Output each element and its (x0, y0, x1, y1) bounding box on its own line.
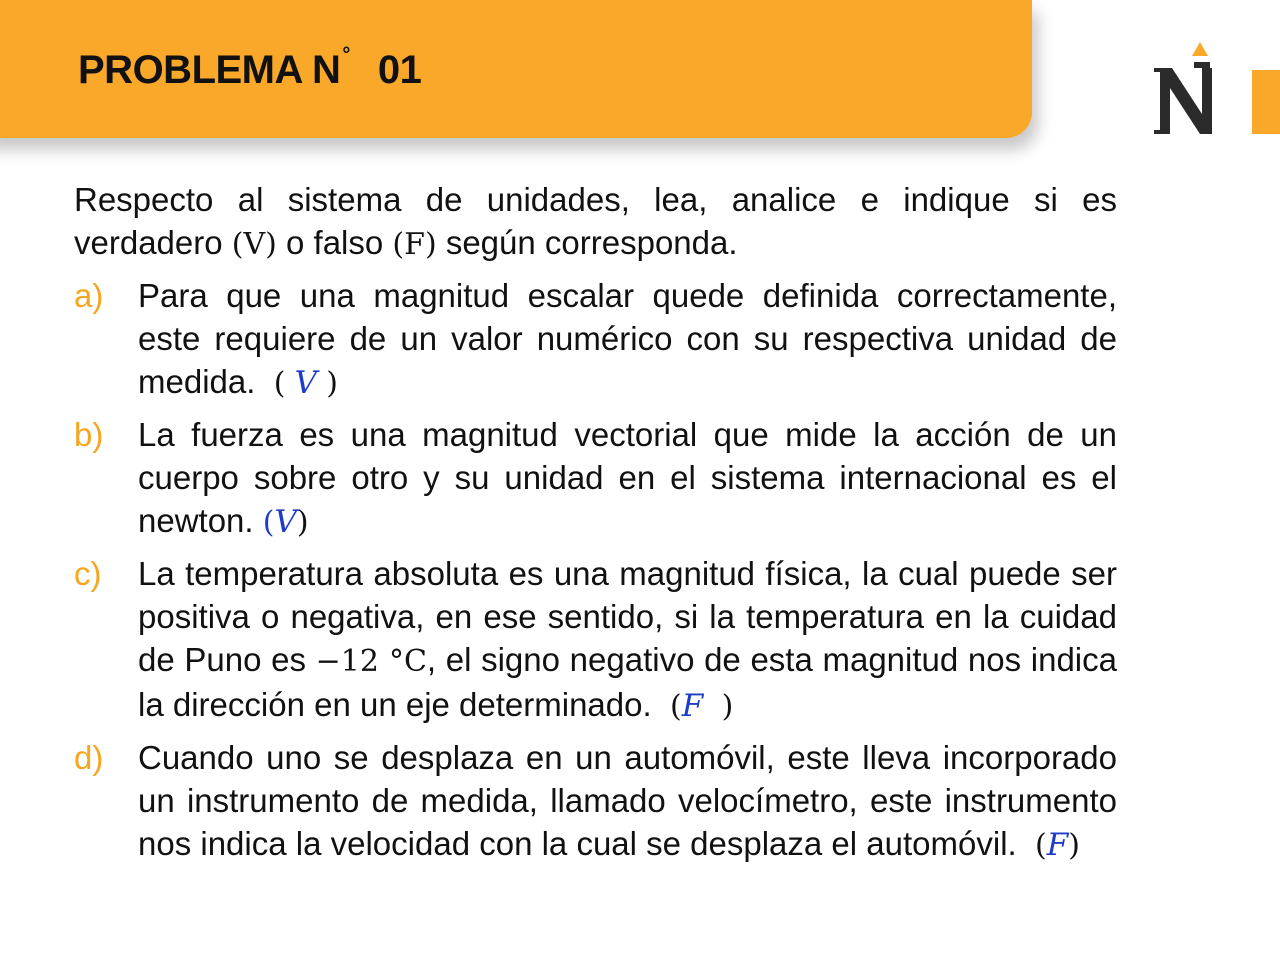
answer-mark: V (294, 365, 318, 401)
temperature-value: −12 °C (315, 644, 427, 679)
statement-text: La temperatura absoluta es una magnitud física, la cual puede ser positiva o negativa, en ese sentido, si la temperatura en la cuidad de Puno es (138, 555, 1117, 678)
paren-close: ) (1068, 828, 1080, 863)
paren-close: ) (296, 505, 309, 540)
title-text: PROBLEMA N (78, 48, 341, 92)
item-marker: d) (74, 739, 104, 776)
problem-number: 01 (377, 48, 422, 92)
problem-content (74, 178, 1117, 867)
item-marker: a) (74, 277, 104, 314)
statement-b (74, 413, 1117, 544)
true-label: (V) (231, 227, 277, 262)
statement-a (74, 274, 1117, 405)
answer-mark: V (274, 504, 297, 540)
paren-open: ( (670, 689, 682, 724)
intro-text: Respecto al sistema de unidades, lea, analice e indique si es verdadero (74, 181, 1117, 261)
statement-text: Cuando uno se desplaza en un automóvil, este lleva incorporado un instrumento de medida, llamado velocímetro, este instrumento nos indica la velocidad con la cual se desplaza el automóvil. (138, 739, 1117, 862)
statement-c (74, 552, 1117, 728)
page-title (78, 44, 421, 93)
answer-mark: F (681, 688, 704, 724)
statement-text-end: , el signo negativo de esta magnitud nos indica la dirección en un eje determinado. (138, 641, 1117, 723)
logo-n-icon (1150, 38, 1224, 138)
accent-bar (1252, 70, 1280, 134)
paren-open: ( (1035, 828, 1047, 863)
statement-text: La fuerza es una magnitud vectorial que mide la acción de un cuerpo sobre otro y su unidad en el sistema internacional es el newton. (138, 416, 1117, 539)
statement-text: Para que una magnitud escalar quede definida correctamente, este requiere de un valor numérico con su respectiva unidad de medida. (138, 277, 1117, 400)
item-marker: c) (74, 555, 102, 592)
paren-open: ( (273, 366, 286, 401)
item-marker: b) (74, 416, 104, 453)
answer-mark: F (1046, 827, 1069, 863)
paren-close: ) (326, 366, 338, 401)
paren-close: ) (721, 689, 734, 724)
instructions (74, 178, 1117, 266)
statement-d (74, 736, 1117, 867)
paren-open: ( (262, 505, 275, 540)
degree-symbol: ° (342, 44, 350, 66)
intro-text-mid: o falso (276, 224, 393, 261)
false-label: (F) (392, 227, 437, 262)
intro-text-end: según corresponda. (436, 224, 738, 261)
